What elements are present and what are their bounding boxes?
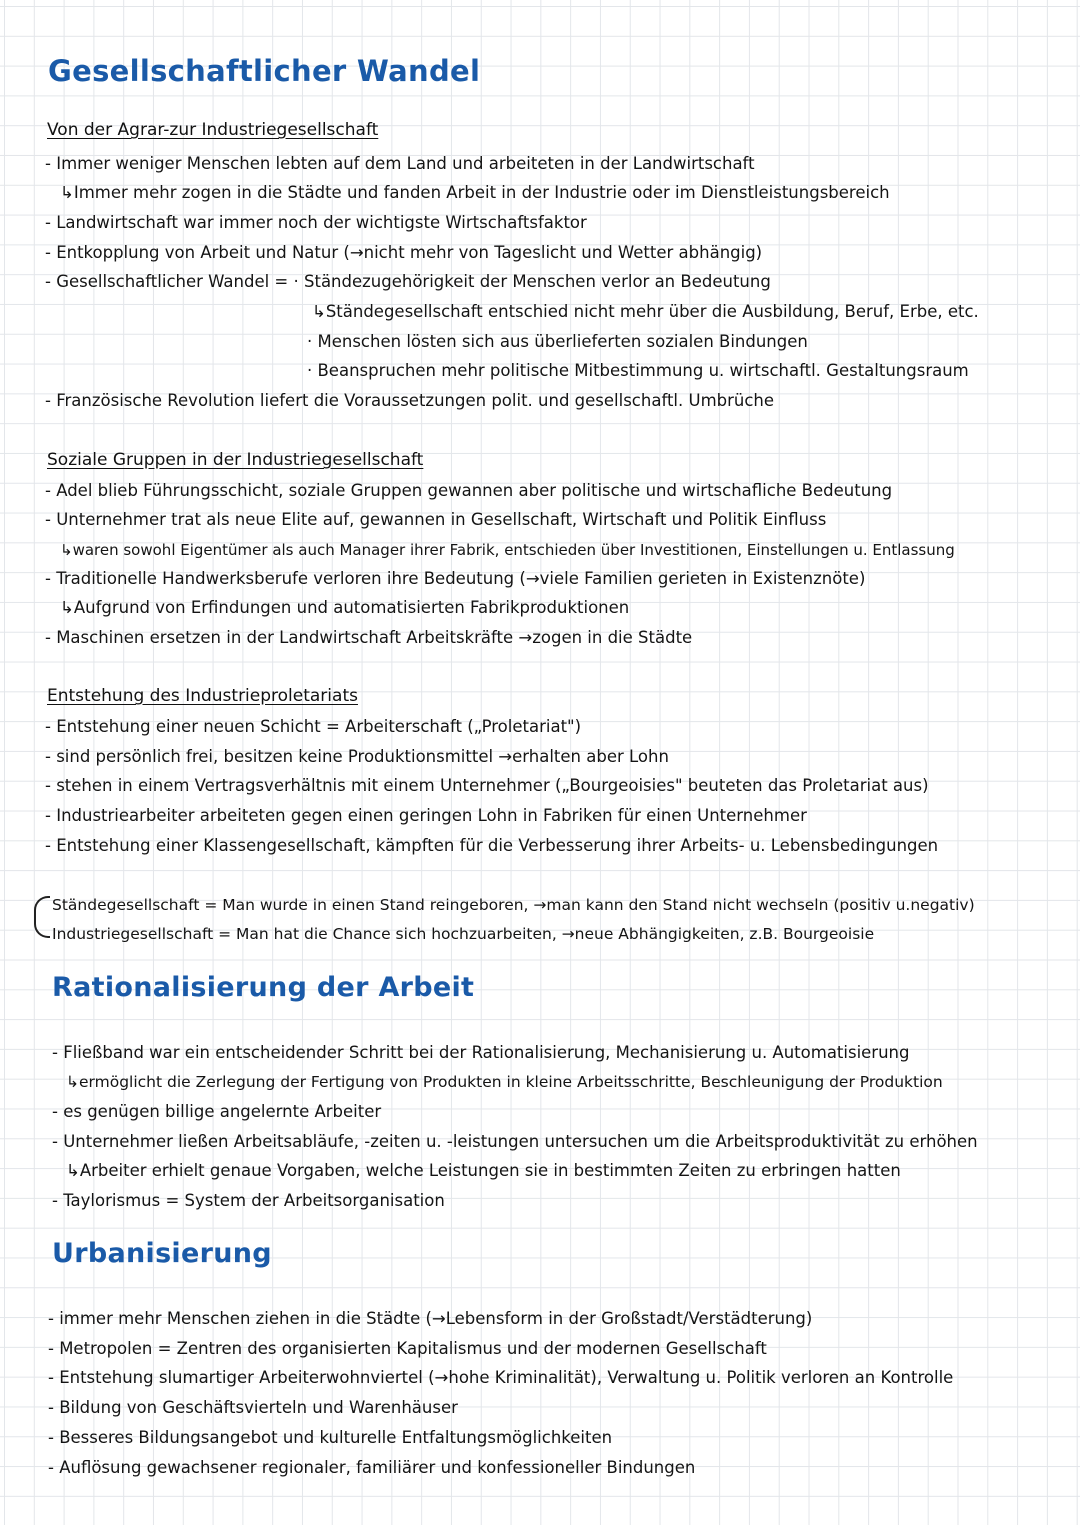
note-line: ↳Ständegesellschaft entschied nicht mehr über die Ausbildung, Beruf, Erbe, etc.: [312, 302, 979, 321]
note-line: - Gesellschaftlicher Wandel = · Ständezugehörigkeit der Menschen verlor an Bedeutung: [45, 272, 771, 291]
note-line: - immer mehr Menschen ziehen in die Städte (→Lebensform in der Großstadt/Verstädterung): [48, 1309, 813, 1328]
note-line: - es genügen billige angelernte Arbeiter: [52, 1102, 382, 1121]
comparison-line: Industriegesellschaft = Man hat die Chance sich hochzuarbeiten, →neue Abhängigkeiten, z.B. Bourgeoisie: [52, 925, 875, 943]
note-line: - Französische Revolution liefert die Voraussetzungen polit. und gesellschaftl. Umbrüche: [45, 391, 775, 410]
note-line: ↳Aufgrund von Erfindungen und automatisierten Fabrikproduktionen: [60, 598, 630, 617]
note-line: ↳ermöglicht die Zerlegung der Fertigung von Produkten in kleine Arbeitsschritte, Beschleunigung der Produktion: [66, 1073, 943, 1091]
note-line: ↳waren sowohl Eigentümer als auch Manager ihrer Fabrik, entschieden über Investitionen, Einstellungen u. Entlassung: [60, 541, 955, 559]
note-line: - Entstehung slumartiger Arbeiterwohnviertel (→hohe Kriminalität), Verwaltung u. Politik verloren an Kontrolle: [48, 1368, 954, 1387]
note-line: - Unternehmer trat als neue Elite auf, gewannen in Gesellschaft, Wirtschaft und Politik Einfluss: [45, 510, 827, 529]
note-line: - Auflösung gewachsener regionaler, familiärer und konfessioneller Bindungen: [48, 1458, 696, 1477]
note-line: - Entstehung einer neuen Schicht = Arbeiterschaft („Proletariat"): [45, 717, 582, 736]
section-title-urbanisierung: Urbanisierung: [52, 1238, 272, 1269]
note-line: - Industriearbeiter arbeiteten gegen einen geringen Lohn in Fabriken für einen Unternehmer: [45, 806, 807, 825]
note-line: - Taylorismus = System der Arbeitsorganisation: [52, 1191, 445, 1210]
note-line: ↳Arbeiter erhielt genaue Vorgaben, welche Leistungen sie in bestimmten Zeiten zu erbringen hatten: [66, 1161, 901, 1180]
subheading-soziale-gruppen: Soziale Gruppen in der Industriegesellschaft: [47, 450, 424, 470]
note-line: · Menschen lösten sich aus überlieferten sozialen Bindungen: [307, 332, 808, 351]
note-line: - Adel blieb Führungsschicht, soziale Gruppen gewannen aber politische und wirtschafliche Bedeutung: [45, 481, 893, 500]
note-line: - Fließband war ein entscheidender Schritt bei der Rationalisierung, Mechanisierung u. Automatisierung: [52, 1043, 910, 1062]
section-title-gesellschaftlicher-wandel: Gesellschaftlicher Wandel: [48, 54, 481, 88]
note-line: - Immer weniger Menschen lebten auf dem Land und arbeiteten in der Landwirtschaft: [45, 154, 755, 173]
note-line: · Beanspruchen mehr politische Mitbestimmung u. wirtschaftl. Gestaltungsraum: [307, 361, 969, 380]
note-line: - stehen in einem Vertragsverhältnis mit einem Unternehmer („Bourgeoisies" beuteten das Proletariat aus): [45, 776, 929, 795]
note-line: - Maschinen ersetzen in der Landwirtschaft Arbeitskräfte →zogen in die Städte: [45, 628, 693, 647]
note-line: - Entstehung einer Klassengesellschaft, kämpften für die Verbesserung ihrer Arbeits- u. Lebensbedingungen: [45, 836, 939, 855]
section-title-rationalisierung: Rationalisierung der Arbeit: [52, 972, 475, 1003]
subheading-industrieproletariat: Entstehung des Industrieproletariats: [47, 686, 358, 706]
note-line: - Bildung von Geschäftsvierteln und Warenhäuser: [48, 1398, 458, 1417]
note-line: - Metropolen = Zentren des organisierten Kapitalismus und der modernen Gesellschaft: [48, 1339, 767, 1358]
comparison-brace: [34, 896, 50, 938]
note-line: ↳Immer mehr zogen in die Städte und fanden Arbeit in der Industrie oder im Dienstleistungsbereich: [60, 183, 890, 202]
note-line: - Unternehmer ließen Arbeitsabläufe, -zeiten u. -leistungen untersuchen um die Arbeitsproduktivität zu erhöhen: [52, 1132, 978, 1151]
note-line: - Landwirtschaft war immer noch der wichtigste Wirtschaftsfaktor: [45, 213, 587, 232]
note-line: - Besseres Bildungsangebot und kulturelle Entfaltungsmöglichkeiten: [48, 1428, 613, 1447]
note-line: - Entkopplung von Arbeit und Natur (→nicht mehr von Tageslicht und Wetter abhängig): [45, 243, 763, 262]
note-line: - sind persönlich frei, besitzen keine Produktionsmittel →erhalten aber Lohn: [45, 747, 669, 766]
comparison-line: Ständegesellschaft = Man wurde in einen Stand reingeboren, →man kann den Stand nicht wechseln (positiv u.negativ): [52, 896, 975, 914]
subheading-agrar-industrie: Von der Agrar-zur Industriegesellschaft: [47, 120, 379, 140]
note-line: - Traditionelle Handwerksberufe verloren ihre Bedeutung (→viele Familien gerieten in Existenznöte): [45, 569, 866, 588]
